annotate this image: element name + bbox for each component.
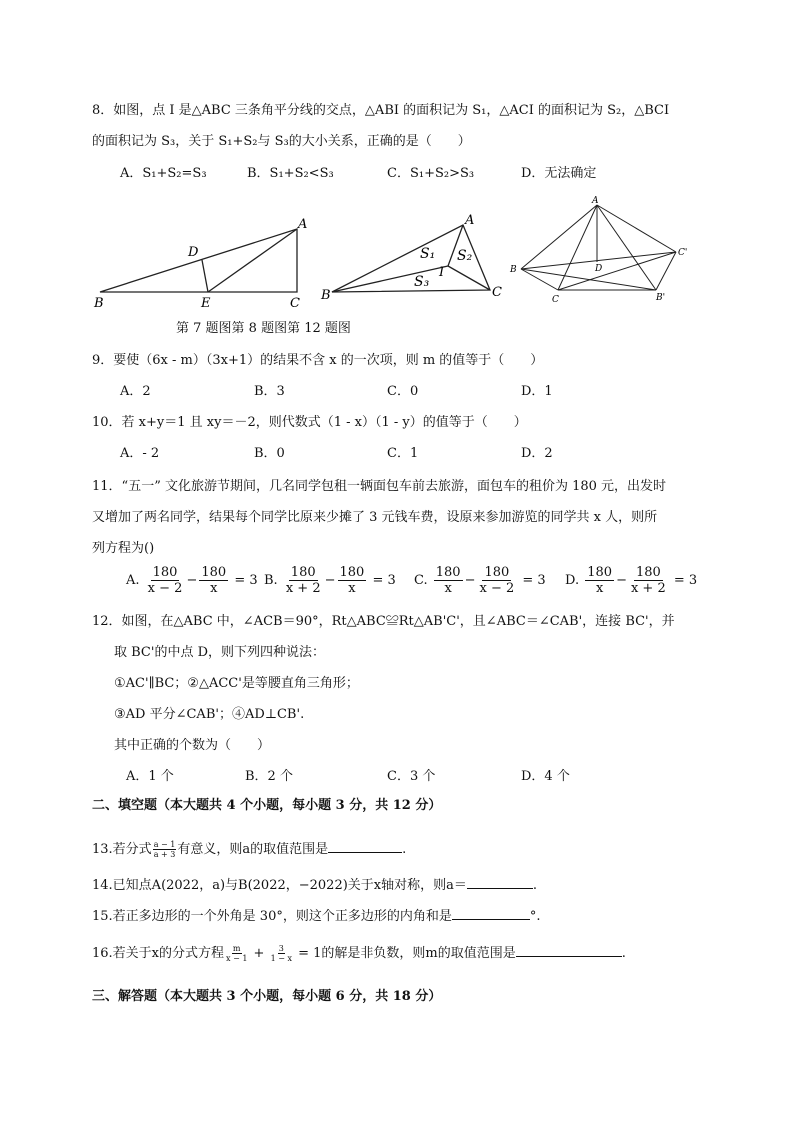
q12-line4: ③AD 平分∠CAB'；④AD⊥CB'. <box>114 707 305 722</box>
q16-answer-blank[interactable] <box>516 944 622 957</box>
q14-answer-blank[interactable] <box>467 876 533 889</box>
fig12-label-d: D <box>595 264 603 274</box>
fig12-label-c: C <box>552 295 559 305</box>
q12-line1: 12．如图，在△ABC 中，∠ACB＝90°，Rt△ABC≌Rt△AB'C'，且∠ABC＝∠CAB'，连接 BC'，并 <box>92 614 675 629</box>
fig12-label-b: B <box>510 265 517 275</box>
q8-option-b: B．S₁+S₂<S₃ <box>247 166 334 181</box>
fig8-label-i: I <box>439 265 445 280</box>
fig8-label-s1: S₁ <box>420 246 436 262</box>
q12-line5: 其中正确的个数为（ ） <box>114 738 271 753</box>
q12-line3: ①AC'∥BC；②△ACC'是等腰直角三角形； <box>114 676 359 691</box>
fig12-label-c-prime: C' <box>678 248 688 258</box>
fig8-label-b: B <box>321 288 331 302</box>
q12-line2: 取 BC'的中点 D，则下列四种说法： <box>114 645 326 660</box>
figure-12 <box>506 192 702 306</box>
q10-option-d: D．2 <box>521 446 553 461</box>
fig7-label-e: E <box>201 296 211 308</box>
q8-line2: 的面积记为 S₃，关于 S₁+S₂与 S₃的大小关系，正确的是（ ） <box>92 134 471 149</box>
q9-option-a: A．2 <box>120 384 151 399</box>
q10-option-b: B．0 <box>254 446 285 461</box>
q8-line1: 8．如图，点 I 是△ABC 三条角平分线的交点，△ABI 的面积记为 S₁，△ACI 的面积记为 S₂，△BCI <box>92 103 670 118</box>
q9-text: 9．要使（6x - m）（3x+1）的结果不含 x 的一次项，则 m 的值等于（ ） <box>92 353 544 368</box>
fig7-label-d: D <box>188 245 199 260</box>
q16: 16.若关于x的分式方程 $\frac{m}{x - 1}$ + $\frac{3}{1 - x}$ = 1的解是非负数，则m的取值范围是 . <box>92 944 626 963</box>
q12-option-a: A．1 个 <box>126 769 174 784</box>
q11-option-a: A. $\frac{180}{x - 2}$ − $\frac{180}{x}$ = 3 <box>126 565 258 596</box>
q8-option-d: D．无法确定 <box>521 166 597 181</box>
q10-option-a: A．- 2 <box>120 446 160 461</box>
q10-text: 10．若 x+y＝1 且 xy＝－2，则代数式（1 - x）（1 - y）的值等于（ ） <box>92 415 527 430</box>
q10-option-c: C．1 <box>387 446 419 461</box>
fig8-label-s2: S₂ <box>457 248 473 264</box>
q9-option-b: B．3 <box>254 384 285 399</box>
figure-caption: 第 7 题图第 8 题图第 12 题图 <box>176 321 351 336</box>
q8-option-c: C．S₁+S₂>S₃ <box>387 166 475 181</box>
q15: 15.若正多边形的一个外角是 30°，则这个正多边形的内角和是 °. <box>92 909 541 924</box>
q11-line3: 列方程为() <box>92 541 155 556</box>
q15-answer-blank[interactable] <box>452 907 530 920</box>
fig7-label-a: A <box>298 217 308 232</box>
fig8-label-a: A <box>465 213 475 228</box>
section-3-title: 三、解答题（本大题共 3 个小题，每小题 6 分，共 18 分） <box>92 989 442 1004</box>
q13-answer-blank[interactable] <box>328 840 402 853</box>
q9-option-d: D．1 <box>521 384 553 399</box>
fig12-label-a: A <box>592 196 599 206</box>
figure-7 <box>88 212 310 308</box>
q14: 14.已知点A(2022，a)与B(2022，−2022)关于x轴对称，则a＝ . <box>92 878 538 893</box>
fig8-label-s3: S₃ <box>414 274 430 290</box>
q13: 13.若分式 $\frac{a - 1}{a + 3}$ 有意义，则a的取值范围是 . <box>92 840 407 859</box>
q11-line2: 又增加了两名同学，结果每个同学比原来少摊了 3 元钱车费，设原来参加游览的同学共 x 人，则所 <box>92 510 658 525</box>
fig7-label-b: B <box>94 296 104 308</box>
q9-option-c: C．0 <box>387 384 419 399</box>
section-2-title: 二、填空题（本大题共 4 个小题，每小题 3 分，共 12 分） <box>92 798 442 813</box>
q8-option-a: A．S₁+S₂=S₃ <box>120 166 207 181</box>
q11-option-d: D. $\frac{180}{x}$ − $\frac{180}{x + 2}$ = 3 <box>565 565 698 596</box>
q12-option-d: D．4 个 <box>521 769 570 784</box>
q11-option-b: B. $\frac{180}{x + 2}$ − $\frac{180}{x}$ = 3 <box>264 565 396 596</box>
q11-option-c: C. $\frac{180}{x}$ − $\frac{180}{x - 2}$ = 3 <box>414 565 546 596</box>
fig8-label-c: C <box>492 285 502 300</box>
fig7-label-c: C <box>290 296 300 308</box>
q11-line1: 11．“五一” 文化旅游节期间，几名同学包租一辆面包车前去旅游，面包车的租价为 180 元，出发时 <box>92 479 667 494</box>
figure-8 <box>318 210 508 302</box>
q12-option-b: B．2 个 <box>245 769 293 784</box>
q12-option-c: C．3 个 <box>387 769 436 784</box>
fig12-label-b-prime: B' <box>656 293 666 303</box>
